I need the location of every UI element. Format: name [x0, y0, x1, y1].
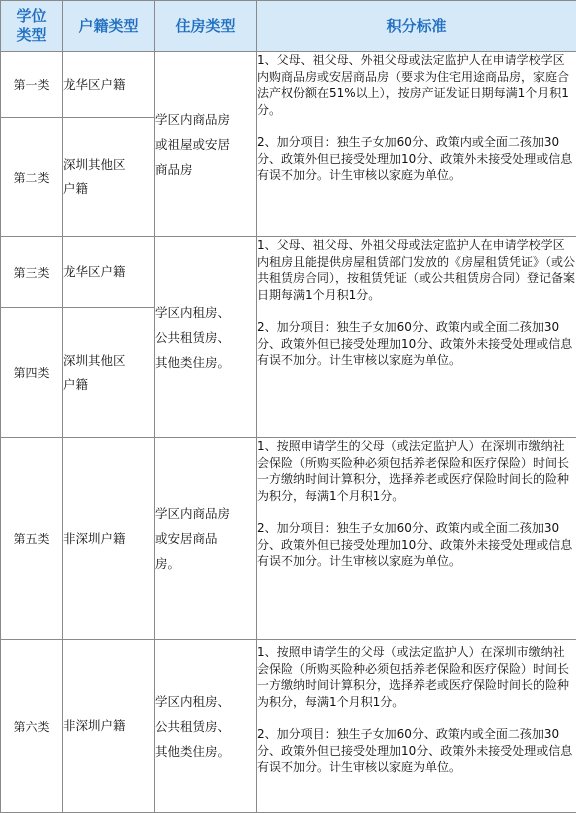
- standard-base-rule: 1、按照申请学生的父母（或法定监护人）在深圳市缴纳社会保险（所购买险种必须包括养老保险和医疗保险）时间长一方缴纳时间计算积分，选择养老或医疗保险时间长的险种为积分，每满1个月积1分。: [257, 644, 576, 710]
- table-row: [1, 52, 576, 118]
- table-row: [1, 237, 576, 308]
- table-row: [1, 640, 576, 813]
- housing-cell: 学区内商品房 或祖屋或安居 商品房: [155, 52, 257, 237]
- housing-cell: 学区内商品房 或安居商品 房。: [155, 438, 257, 640]
- category-cell: 第一类: [1, 52, 63, 118]
- category-cell: 第四类: [1, 308, 63, 438]
- standard-base-rule: 1、父母、祖父母、外祖父母或法定监护人在申请学校学区内租房且能提供房屋租赁部门发放的《房屋租赁凭证》（或公共租赁房合同），按租赁凭证（或公共租赁房合同）登记备案日期每满1个月积1分。: [257, 237, 576, 303]
- header-registration: 户籍类型: [63, 1, 155, 52]
- standard-cell: [257, 438, 576, 640]
- housing-cell: 学区内租房、 公共租赁房、 其他类住房。: [155, 640, 257, 813]
- category-cell: 第二类: [1, 118, 63, 237]
- standard-base-rule: 1、按照申请学生的父母（或法定监护人）在深圳市缴纳社会保险（所购买险种必须包括养老保险和医疗保险）时间长一方缴纳时间计算积分，选择养老或医疗保险时间长的险种为积分，每满1个月积1分。: [257, 438, 576, 504]
- standard-bonus-rule: 2、加分项目：独生子女加60分、政策内或全面二孩加30分、政策外但已接受处理加10分、政策外未接受处理或信息有误不加分。计生审核以家庭为单位。: [257, 520, 576, 570]
- standard-bonus-rule: 2、加分项目：独生子女加60分、政策内或全面二孩加30分、政策外但已接受处理加10分、政策外未接受处理或信息有误不加分。计生审核以家庭为单位。: [257, 726, 576, 776]
- standard-base-rule: 1、父母、祖父母、外祖父母或法定监护人在申请学校学区内购商品房或安居商品房（要求为住宅用途商品房，家庭合法产权份额在51%以上），按房产证发证日期每满1个月积1分。: [257, 52, 576, 118]
- header-row: [1, 1, 576, 52]
- standard-cell: [257, 237, 576, 438]
- standard-bonus-rule: 2、加分项目：独生子女加60分、政策内或全面二孩加30分、政策外但已接受处理加10分、政策外未接受处理或信息有误不加分。计生审核以家庭为单位。: [257, 134, 576, 184]
- header-housing: 住房类型: [155, 1, 257, 52]
- registration-cell: 龙华区户籍: [63, 52, 155, 118]
- category-cell: 第五类: [1, 438, 63, 640]
- registration-cell: 深圳其他区 户籍: [63, 118, 155, 237]
- table-row: [1, 438, 576, 640]
- housing-cell: 学区内租房、 公共租赁房、 其他类住房。: [155, 237, 257, 438]
- standard-bonus-rule: 2、加分项目：独生子女加60分、政策内或全面二孩加30分、政策外但已接受处理加10分、政策外未接受处理或信息有误不加分。计生审核以家庭为单位。: [257, 319, 576, 369]
- category-cell: 第三类: [1, 237, 63, 308]
- standard-cell: [257, 52, 576, 237]
- standard-cell: [257, 640, 576, 813]
- category-cell: 第六类: [1, 640, 63, 813]
- header-category: 学位 类型: [1, 1, 63, 52]
- registration-cell: 非深圳户籍: [63, 438, 155, 640]
- header-standard: 积分标准: [257, 1, 576, 52]
- registration-cell: 深圳其他区 户籍: [63, 308, 155, 438]
- registration-cell: 龙华区户籍: [63, 237, 155, 308]
- registration-cell: 非深圳户籍: [63, 640, 155, 813]
